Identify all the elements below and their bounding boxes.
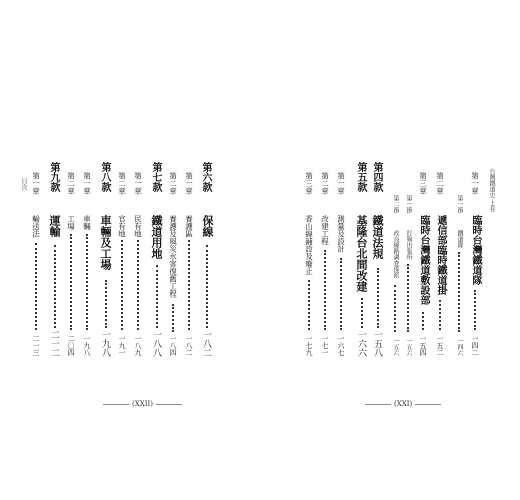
- leader-dots: [308, 280, 310, 330]
- leader-dots: [340, 258, 342, 330]
- chapter-label: 第一章: [82, 172, 92, 195]
- part-label: 第八款: [99, 162, 110, 192]
- chapter-label: 第一章: [336, 172, 346, 195]
- chapter-title: 香山線鋪設及廢止: [304, 215, 314, 275]
- leader-dots: [458, 252, 460, 332]
- page-number: 一五八: [372, 330, 382, 357]
- part-title: 車輛及工場: [99, 215, 112, 270]
- part-label: 第五款: [355, 162, 366, 192]
- chapter-title: 車輛: [82, 215, 92, 230]
- page-number: 一九八: [83, 335, 91, 356]
- page-number: 一九一: [118, 335, 126, 356]
- page-number: 一八九: [134, 335, 142, 356]
- page-number: 一七九: [305, 335, 313, 356]
- part-title: 鐵道用地: [150, 215, 163, 259]
- part-label: 第六款: [200, 162, 211, 192]
- page-number: 一八二: [201, 330, 211, 357]
- leader-dots: [439, 300, 441, 330]
- page-number: 二一二: [49, 330, 59, 357]
- section-title: 改良線路調查係派: [392, 230, 399, 278]
- leader-dots: [394, 285, 396, 332]
- page-number: 一六六: [356, 330, 366, 357]
- page-number: 一五二: [436, 335, 444, 356]
- chapter-title: 遞信部臨時鐵道掛: [435, 215, 446, 295]
- leader-dots: [407, 264, 409, 332]
- chapter-title: 改建工程: [320, 215, 330, 245]
- part-label: 第九款: [48, 162, 59, 192]
- page-number: 二〇四: [67, 335, 75, 356]
- chapter-title: 官有地: [117, 215, 127, 238]
- section-label: 第一節: [456, 195, 463, 213]
- part-title: 運輸: [48, 215, 61, 237]
- page-number: 一八四: [169, 335, 177, 356]
- leader-dots: [377, 268, 379, 328]
- part-title: 鐵道法規: [371, 215, 384, 259]
- page-number: 一四二: [471, 335, 479, 356]
- page-number: 一九八: [100, 330, 110, 357]
- leader-dots: [70, 234, 72, 330]
- part-title: 保線: [201, 215, 214, 237]
- chapter-label: 第二章: [435, 172, 445, 195]
- part-label: 第七款: [150, 162, 161, 192]
- leader-dots: [324, 250, 326, 330]
- page-number: 一四六: [456, 338, 463, 356]
- section-label: 第二節: [392, 195, 399, 213]
- leader-dots: [188, 240, 190, 330]
- section-title: 鐵道隊: [456, 230, 463, 248]
- chapter-label: 第二章: [168, 172, 178, 195]
- leader-dots: [86, 234, 88, 330]
- chapter-label: 第三章: [304, 172, 314, 195]
- leader-dots: [172, 304, 174, 332]
- running-head: 台灣鐵道史 上卷: [488, 168, 495, 212]
- chapter-title: 工場: [66, 215, 76, 230]
- leader-dots: [121, 240, 123, 330]
- chapter-label: 第一章: [184, 172, 194, 195]
- page-number: 二一三: [32, 335, 40, 356]
- chapter-title: 臨時台灣鐵道敷設部: [418, 215, 429, 305]
- chapter-title: 養護及風災水害復舊工程: [168, 215, 178, 298]
- folio: (XXII): [100, 400, 185, 408]
- leader-dots: [54, 245, 56, 328]
- leader-dots: [361, 298, 363, 328]
- leader-dots: [137, 240, 139, 330]
- chapter-label: 第三章: [418, 172, 428, 195]
- chapter-label: 第二章: [66, 172, 76, 195]
- leader-dots: [474, 290, 476, 330]
- leader-dots: [156, 265, 158, 328]
- chapter-label: 第一章: [470, 172, 480, 195]
- leader-dots: [35, 243, 37, 330]
- part-title: 基隆台北間改建: [355, 215, 368, 292]
- leader-dots: [206, 245, 208, 328]
- page-number: 一五四: [419, 335, 427, 356]
- page-number: 一五六: [392, 338, 399, 356]
- chapter-title: 民有地: [133, 215, 143, 238]
- chapter-title: 輸送法: [31, 215, 41, 238]
- page-number: 一七一: [321, 335, 329, 356]
- chapter-label: 第一章: [31, 172, 41, 195]
- chapter-title: 養護區: [184, 215, 194, 238]
- page-number: 一八八: [151, 330, 161, 357]
- section-label: 第一節: [405, 195, 412, 213]
- page-number: 一八二: [185, 335, 193, 356]
- section-title: 打狗出張所: [405, 230, 412, 260]
- chapter-label: 第一章: [133, 172, 143, 195]
- folio: (XXI): [362, 400, 444, 408]
- page-number: 一五六: [405, 338, 412, 356]
- chapter-title: 測量及設計: [336, 215, 346, 253]
- leader-dots: [105, 280, 107, 328]
- chapter-title: 臨時台灣鐵道隊: [470, 215, 481, 285]
- page-number: 一六七: [337, 335, 345, 356]
- chapter-label: 第二章: [117, 172, 127, 195]
- part-label: 第四款: [371, 162, 382, 192]
- chapter-label: 第二章: [320, 172, 330, 195]
- running-head: 目次: [20, 178, 27, 190]
- leader-dots: [422, 312, 424, 330]
